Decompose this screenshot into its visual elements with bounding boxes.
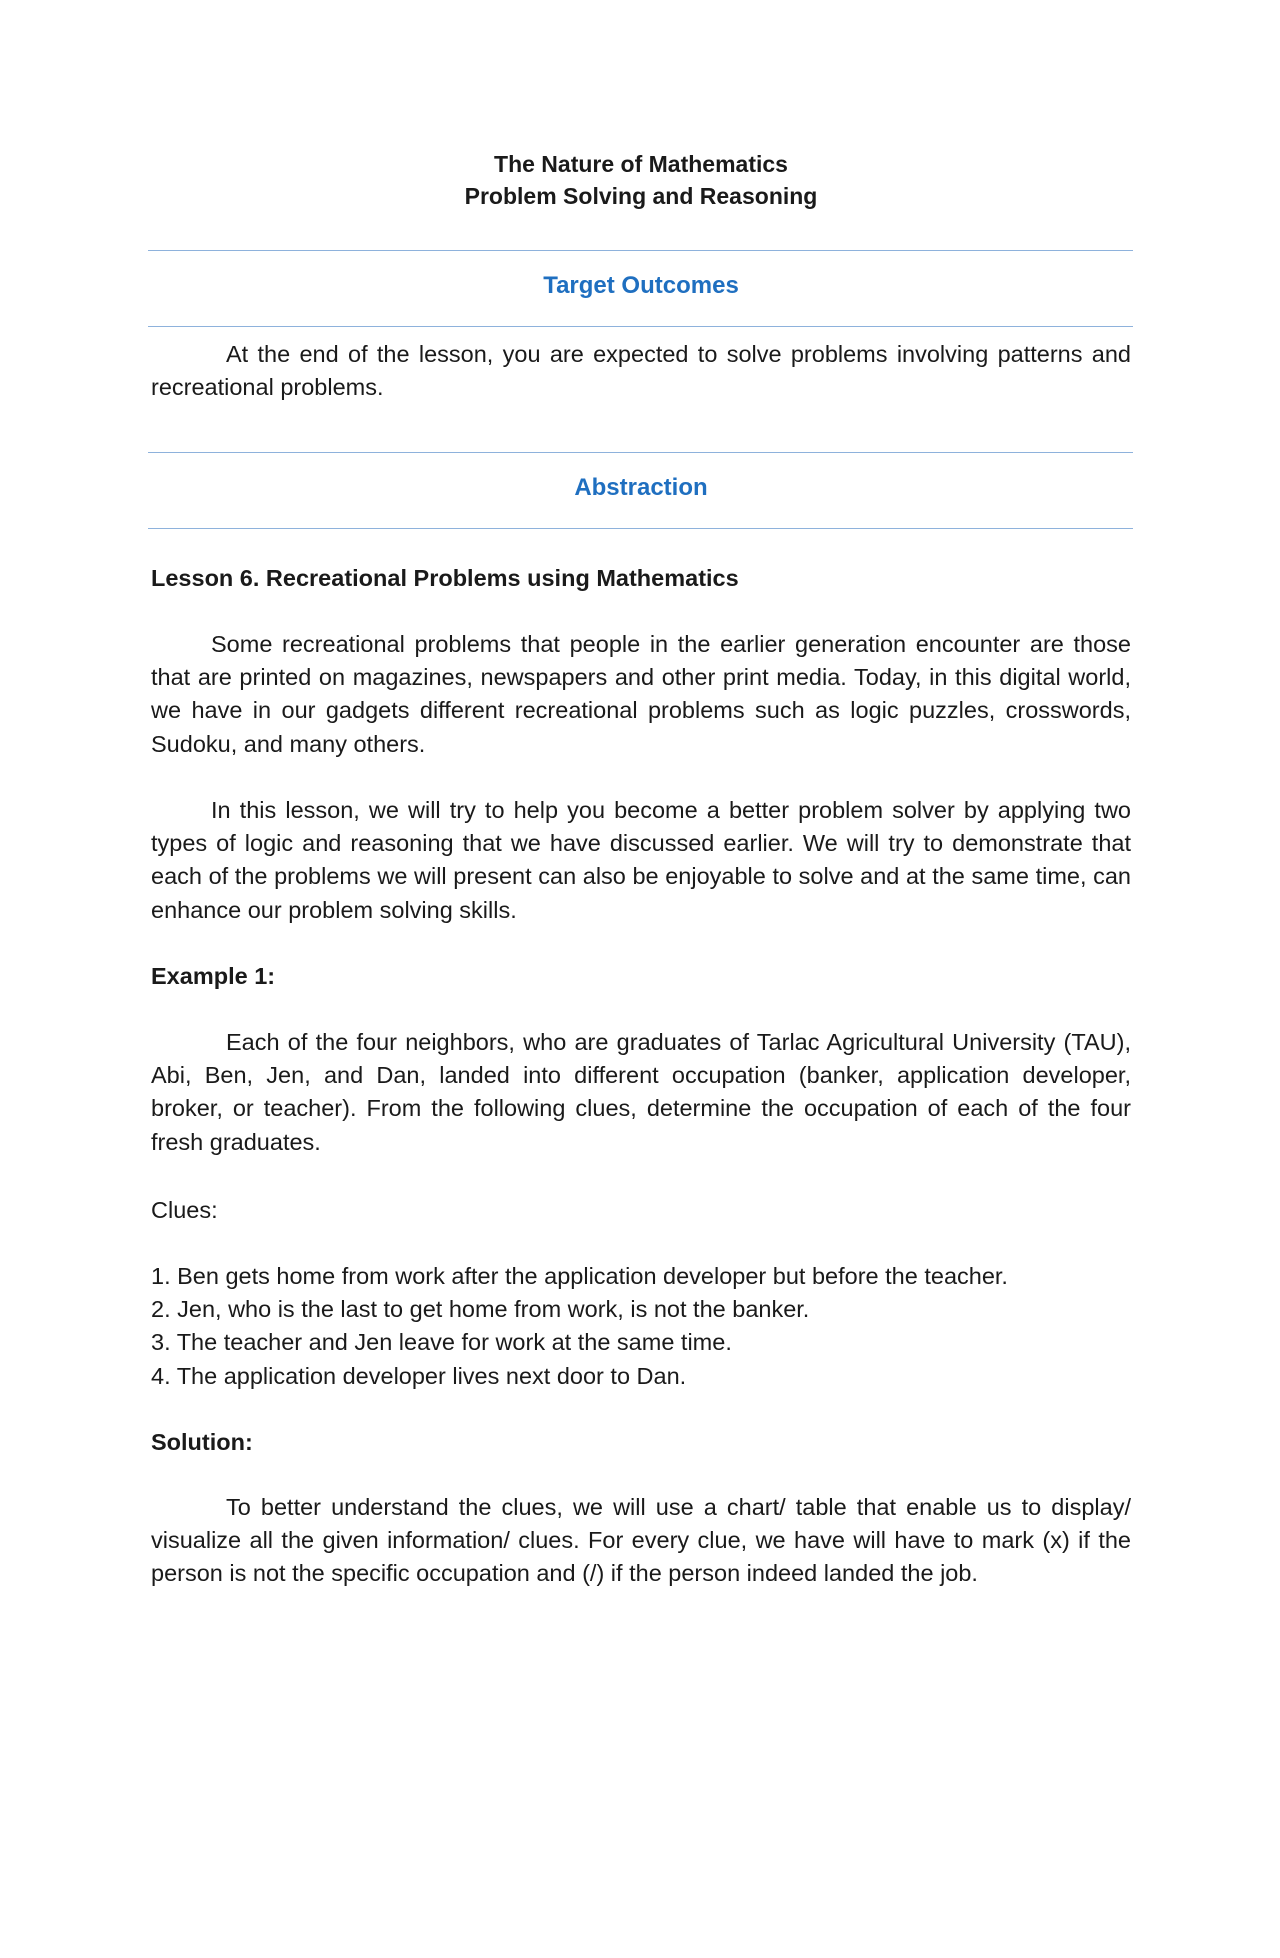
list-item: 3. The teacher and Jen leave for work at the same time. [151, 1329, 732, 1356]
divider [148, 528, 1133, 529]
abstraction-heading: Abstraction [574, 474, 708, 501]
list-item: 4. The application developer lives next door to Dan. [151, 1362, 687, 1389]
divider [148, 452, 1133, 453]
example-label: Example 1: [151, 963, 276, 989]
target-outcomes-heading: Target Outcomes [543, 272, 739, 299]
clue-list [151, 1260, 1131, 1393]
lesson-paragraph: In this lesson, we will try to help you become a better problem solver by applying two types of logic and reasoning that we have discussed earlier. We will try to demonstrate that each of the problems we will present can also be enjoyable to solve and at the same time, can enhance our problem solving skills. [151, 797, 1131, 923]
list-item: 2. Jen, who is the last to get home from work, is not the banker. [151, 1296, 810, 1323]
solution-text: To better understand the clues, we will use a chart/ table that enable us to display/ visualize all the given information/ clues. For every clue, we have will have to mark (x) if the person is not the specific occupation and (/) if the person indeed landed the job. [151, 1494, 1131, 1587]
divider [148, 326, 1133, 327]
divider [148, 250, 1133, 251]
clues-label: Clues: [151, 1197, 218, 1223]
document-subtitle: Problem Solving and Reasoning [464, 183, 818, 209]
target-outcomes-text: At the end of the lesson, you are expected to solve problems involving patterns and recreational problems. [151, 341, 1131, 401]
example-problem: Each of the four neighbors, who are graduates of Tarlac Agricultural University (TAU), Abi, Ben, Jen, and Dan, landed into different occupation (banker, application developer, broker, or teacher). From the following clues, determine the occupation of each of the four fresh graduates. [151, 1029, 1131, 1155]
list-item: 1. Ben gets home from work after the application developer but before the teacher. [151, 1263, 1008, 1289]
solution-label: Solution: [151, 1429, 253, 1455]
document-title: The Nature of Mathematics [494, 151, 788, 177]
lesson-title: Lesson 6. Recreational Problems using Mathematics [151, 565, 739, 591]
intro-paragraph: Some recreational problems that people in the earlier generation encounter are those that are printed on magazines, newspapers and other print media. Today, in this digital world, we have in our gadgets different recreational problems such as logic puzzles, crosswords, Sudoku, and many others. [151, 631, 1131, 757]
